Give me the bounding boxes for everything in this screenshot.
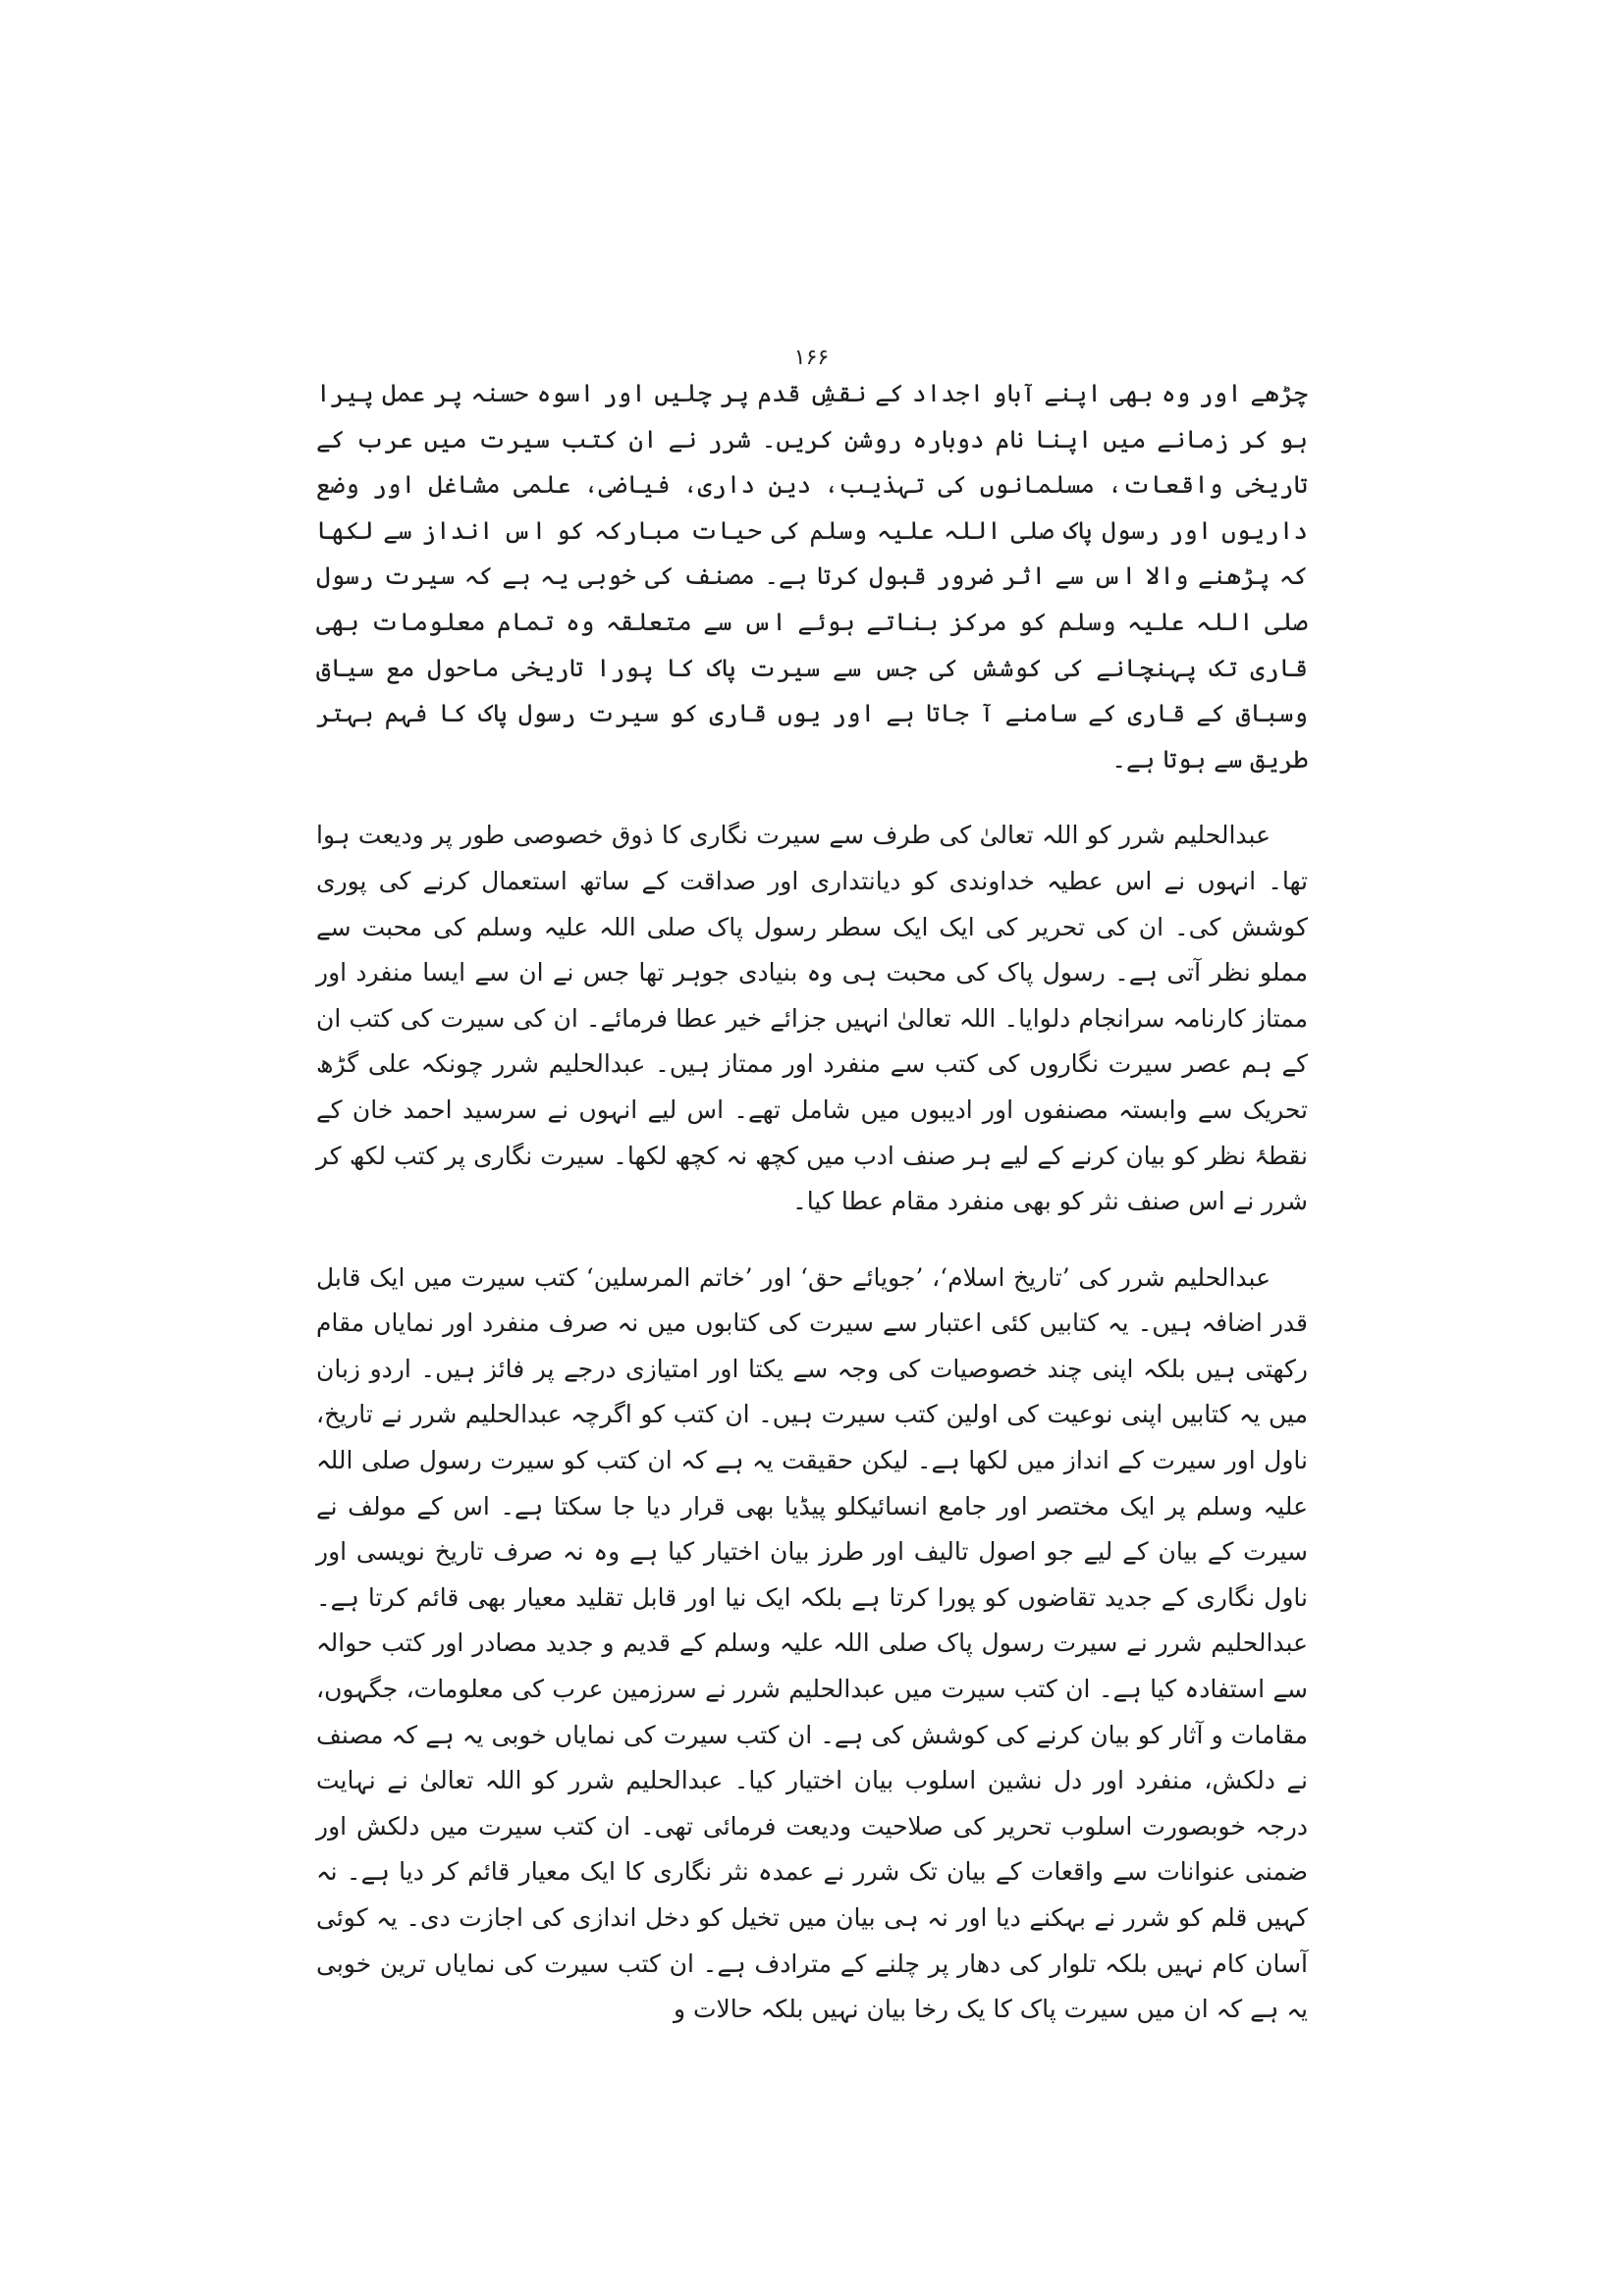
paragraph-1: چڑھے اور وہ بھی اپنے آباو اجداد کے نقشِ قدم پر چلیں اور اسوہ حسنہ پر عمل پیرا ہو کر زمانے میں اپنا نام دوبارہ روشن کریں۔ شرر نے ان کتب سیرت میں عرب کے تاریخی واقعات، مسلمانوں کی تہذیب، دین داری، فیاضی، علمی مشاغل اور وضع داریوں اور رسول پاک صلی اللہ علیہ وسلم کی حیات مبارکہ کو اس انداز سے لکھا کہ پڑھنے والا اس سے اثر ضرور قبول کرتا ہے۔ مصنف کی خوبی یہ ہے کہ سیرت رسول صلی اللہ علیہ وسلم کو مرکز بناتے ہوئے اس سے متعلقہ وہ تمام معلومات بھی قاری تک پہنچانے کی کوشش کی جس سے سیرت پاک کا پورا تاریخی ماحول مع سیاق وسباق کے قاری کے سامنے آ جاتا ہے اور یوں قاری کو سیرت رسول پاک کا فہم بہتر طریق سے ہوتا ہے۔ xyxy=(316,379,1308,774)
body-text xyxy=(316,371,1308,2063)
paragraph-2: عبدالحلیم شرر کو اللہ تعالیٰ کی طرف سے سیرت نگاری کا ذوق خصوصی طور پر ودیعت ہوا تھا۔ انہوں نے اس عطیہ خداوندی کو دیانتداری اور صداقت کے ساتھ استعمال کرنے کی پوری کوشش کی۔ ان کی تحریر کی ایک ایک سطر رسول پاک صلی اللہ علیہ وسلم کی محبت سے مملو نظر آتی ہے۔ رسول پاک کی محبت ہی وہ بنیادی جوہر تھا جس نے ان سے ایسا منفرد اور ممتاز کارنامہ سرانجام دلوایا۔ اللہ تعالیٰ انہیں جزائے خیر عطا فرمائے۔ ان کی سیرت کی کتب ان کے ہم عصر سیرت نگاروں کی کتب سے منفرد اور ممتاز ہیں۔ عبدالحلیم شرر چونکہ علی گڑھ تحریک سے وابستہ مصنفوں اور ادیبوں میں شامل تھے۔ اس لیے انہوں نے سرسید احمد خان کے نقطۂ نظر کو بیان کرنے کے لیے ہر صنف ادب میں کچھ نہ کچھ لکھا۔ سیرت نگاری پر کتب لکھ کر شرر نے اس صنف نثر کو بھی منفرد مقام عطا کیا۔ xyxy=(316,821,1308,1216)
page-number: ۱۶۶ xyxy=(793,346,830,370)
paragraph-3: عبدالحلیم شرر کی ’تاریخ اسلام‘، ’جویائے حق‘ اور ’خاتم المرسلین‘ کتب سیرت میں ایک قابل قدر اضافہ ہیں۔ یہ کتابیں کئی اعتبار سے سیرت کی کتابوں میں نہ صرف منفرد اور نمایاں مقام رکھتی ہیں بلکہ اپنی چند خصوصیات کی وجہ سے یکتا اور امتیازی درجے پر فائز ہیں۔ اردو زبان میں یہ کتابیں اپنی نوعیت کی اولین کتب سیرت ہیں۔ ان کتب کو اگرچہ عبدالحلیم شرر نے تاریخ، ناول اور سیرت کے انداز میں لکھا ہے۔ لیکن حقیقت یہ ہے کہ ان کتب کو سیرت رسول صلی اللہ علیہ وسلم پر ایک مختصر اور جامع انسائیکلو پیڈیا بھی قرار دیا جا سکتا ہے۔ اس کے مولف نے سیرت کے بیان کے لیے جو اصول تالیف اور طرز بیان اختیار کیا ہے وہ نہ صرف تاریخ نویسی اور ناول نگاری کے جدید تقاضوں کو پورا کرتا ہے بلکہ ایک نیا اور قابل تقلید معیار بھی قائم کرتا ہے۔ عبدالحلیم شرر نے سیرت رسول پاک صلی اللہ علیہ وسلم کے قدیم و جدید مصادر اور کتب حوالہ سے استفادہ کیا ہے۔ ان کتب سیرت میں عبدالحلیم شرر نے سرزمین عرب کی معلومات، جگہوں، مقامات و آثار کو بیان کرنے کی کوشش کی ہے۔ ان کتب سیرت کی نمایاں خوبی یہ ہے کہ مصنف نے دلکش، منفرد اور دل نشین اسلوب بیان اختیار کیا۔ عبدالحلیم شرر کو اللہ تعالیٰ نے نہایت درجہ خوبصورت اسلوب تحریر کی صلاحیت ودیعت فرمائی تھی۔ ان کتب سیرت میں دلکش اور ضمنی عنوانات سے واقعات کے بیان تک شرر نے عمدہ نثر نگاری کا ایک معیار قائم کر دیا ہے۔ نہ کہیں قلم کو شرر نے بہکنے دیا اور نہ ہی بیان میں تخیل کو دخل اندازی کی اجازت دی۔ یہ کوئی آسان کام نہیں بلکہ تلوار کی دھار پر چلنے کے مترادف ہے۔ ان کتب سیرت کی نمایاں ترین خوبی یہ ہے کہ ان میں سیرت پاک کا یک رخا بیان نہیں بلکہ حالات و xyxy=(316,1262,1308,2024)
